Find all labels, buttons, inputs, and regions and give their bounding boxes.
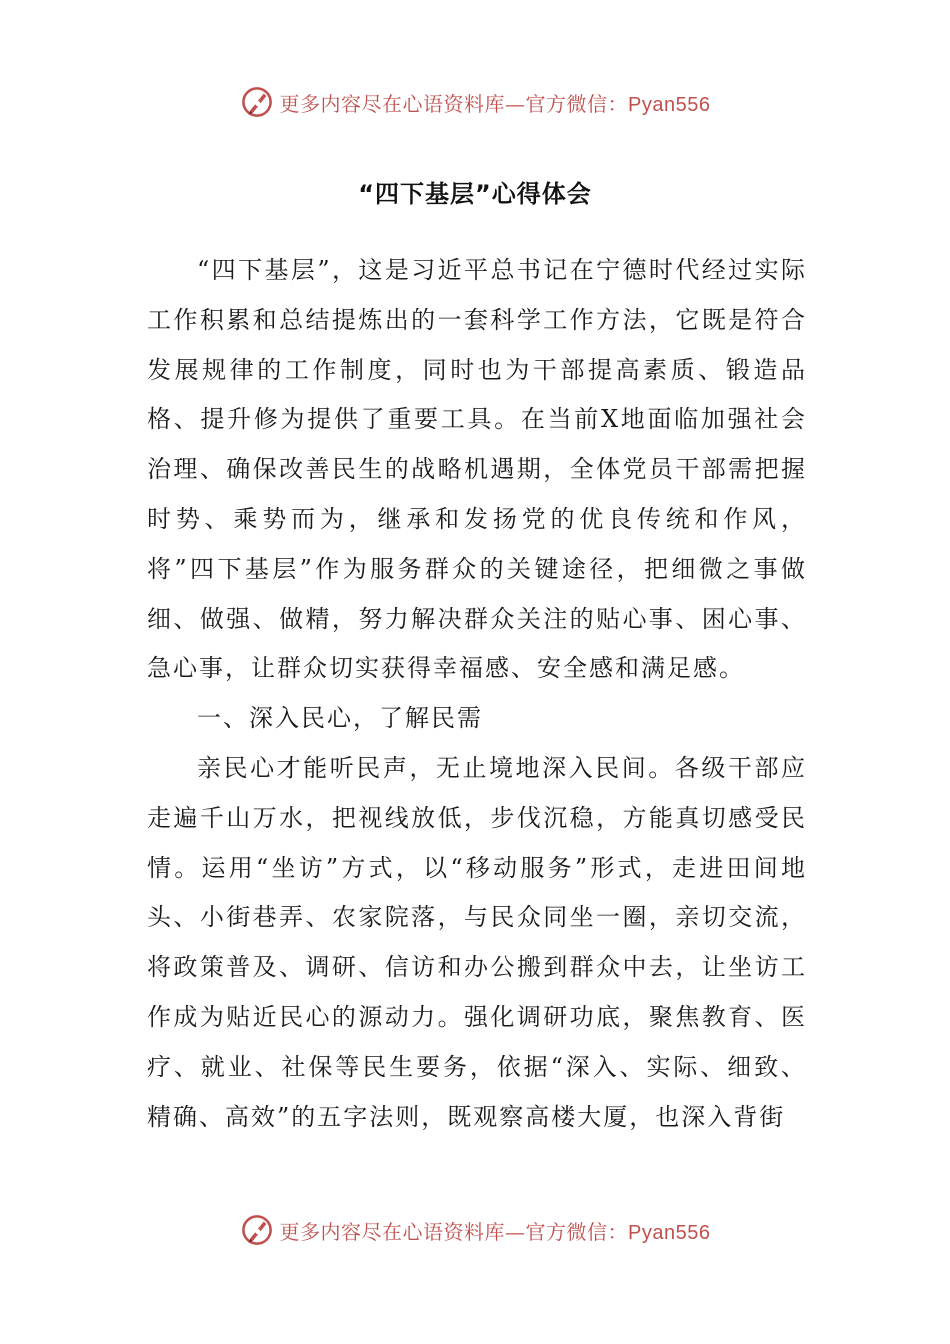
footer-banner-text <box>280 1216 711 1245</box>
header-banner-wechat-label: 官方微信： <box>525 91 629 116</box>
paragraph-section-1: 亲民心才能听民声，无止境地深入民间。各级干部应走遍千山万水，把视线放低，步伐沉稳，方能真切感受民情。运用“坐访”方式，以“移动服务”形式，走进田间地头、小街巷弄、农家院落，与民众同坐一圈，亲切交流，将政策普及、调研、信访和办公搬到群众中去，让坐访工作成为贴近民心的源动力。强化调研功底，聚焦教育、医疗、就业、社保等民生要务，依据“深入、实际、细致、精确、高效”的五字法则，既观察高楼大厦，也深入背街 <box>147 753 807 1131</box>
header-banner-main: 更多内容尽在心语资料库— <box>279 91 526 116</box>
footer-banner-main: 更多内容尽在心语资料库— <box>279 1219 526 1244</box>
footer-banner <box>0 1208 950 1252</box>
footer-banner-wechat-label: 官方微信： <box>525 1219 629 1244</box>
footer-banner-wechat-id: Pyan556 <box>628 1221 711 1244</box>
paragraph-intro: “四下基层”，这是习近平总书记在宁德时代经过实际工作积累和总结提炼出的一套科学工作方法，它既是符合发展规律的工作制度，同时也为干部提高素质、锻造品格、提升修为提供了重要工具。在当前X地面临加强社会治理、确保改善民生的战略机遇期，全体党员干部需把握时势、乘势而为，继承和发扬党的优良传统和作风，将”四下基层”作为服务群众的关键途径，把细微之事做细、做强、做精，努力解决群众关注的贴心事、困心事、急心事，让群众切实获得幸福感、安全感和满足感。 <box>147 256 807 683</box>
document-body <box>147 246 807 1142</box>
pen-circle-logo-icon <box>240 85 274 119</box>
header-banner-wechat-id: Pyan556 <box>628 93 711 116</box>
header-banner-text <box>280 88 711 117</box>
header-banner <box>0 80 950 124</box>
document-title: “四下基层”心得体会 <box>358 180 592 208</box>
pen-circle-logo-icon <box>240 1213 274 1247</box>
section-heading-1: 一、深入民心，了解民需 <box>197 704 483 733</box>
